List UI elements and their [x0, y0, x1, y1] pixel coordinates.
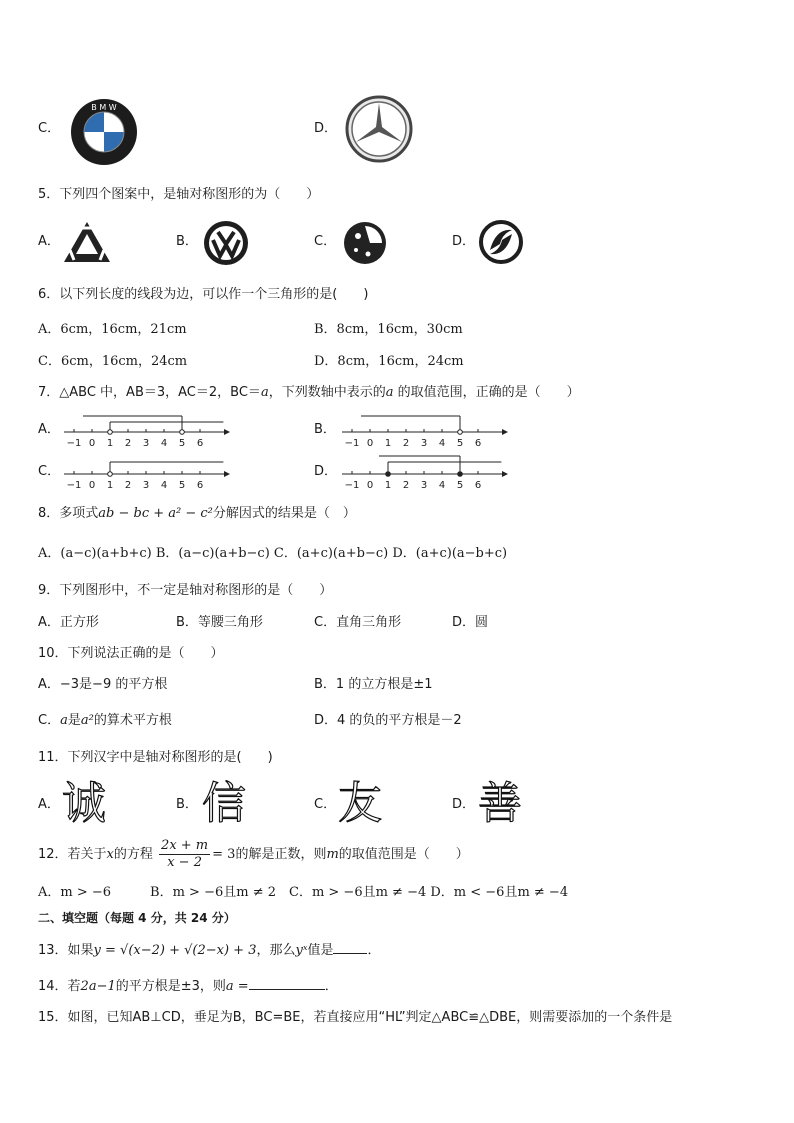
q6-option-d: D．8cm，16cm，24cm — [314, 354, 464, 369]
tick-label: 1 — [384, 438, 392, 449]
option-c-label: C． — [38, 121, 61, 136]
q9-option-b: B．等腰三角形 — [176, 615, 263, 630]
char-shan: 善 — [478, 778, 522, 829]
q13-blank[interactable] — [333, 941, 367, 954]
q8-stem: 8．多项式ab − bc + a² − c²分解因式的结果是（ ） — [38, 506, 356, 521]
q12-stem: 12．若关于x的方程 $\frac{2x + m}{x - 2}$ = 3的解是正数，则m的取值范围是（ ） — [38, 838, 469, 870]
tick-label: 2 — [402, 480, 410, 491]
axis-arrow — [224, 471, 230, 477]
q7-option-b-label: B． — [314, 422, 336, 437]
tick-label: 4 — [438, 480, 446, 491]
q9-option-c: C．直角三角形 — [314, 615, 402, 630]
number-line-b — [340, 412, 510, 452]
section-2-title: 二、填空题（每题 4 分，共 24 分） — [38, 911, 236, 925]
tick-label: 1 — [384, 480, 392, 491]
q14-blank[interactable] — [249, 977, 325, 990]
q7-option-d-label: D． — [314, 464, 338, 479]
tick-label: −1 — [66, 438, 82, 449]
q5-option-b-label: B． — [176, 234, 198, 249]
tick-label: −1 — [344, 438, 360, 449]
dongfeng-logo-icon — [478, 220, 524, 264]
q10-option-a: A．−3是−9 的平方根 — [38, 677, 168, 692]
tick-label: 3 — [420, 480, 428, 491]
open-dot — [458, 430, 463, 435]
tick-label: 5 — [456, 480, 464, 491]
q15: 15．如图，已知AB⊥CD，垂足为B，BC=BE，若直接应用“HL”判定△ABC≌△DBE，则需要添加的一个条件是 — [38, 1010, 673, 1025]
q11-option-c-label: C． — [314, 797, 337, 812]
char-you: 友 — [338, 778, 382, 829]
q10-option-c: C．a是a²的算术平方根 — [38, 713, 172, 728]
q6-option-b: B．8cm，16cm，30cm — [314, 322, 463, 337]
axis-arrow — [502, 471, 508, 477]
q12-options: A．m > −6 B．m > −6且m ≠ 2 C．m > −6且m ≠ −4 D．m < −6且m ≠ −4 — [38, 885, 569, 900]
tick-label: 4 — [160, 480, 168, 491]
tick-label: 0 — [88, 438, 96, 449]
tick-label: 5 — [178, 480, 186, 491]
bmw-logo-icon — [70, 98, 138, 166]
tick-label: 6 — [474, 480, 482, 491]
tick-label: 0 — [366, 438, 374, 449]
q9-option-d: D．圆 — [452, 615, 489, 630]
q9-stem: 9．下列图形中，不一定是轴对称图形的是（ ） — [38, 583, 333, 598]
tick-label: −1 — [344, 480, 360, 491]
q10-option-b: B．1 的立方根是±1 — [314, 677, 433, 692]
q6-option-a: A．6cm，16cm，21cm — [38, 322, 187, 337]
tick-label: 4 — [438, 438, 446, 449]
q7-stem: 7．△ABC 中，AB＝3，AC＝2，BC＝a，下列数轴中表示的a 的取值范围，正确的是（ ） — [38, 385, 580, 400]
number-line-a — [62, 412, 232, 452]
q13: 13．如果y = √(x−2) + √(2−x) + 3，那么yˣ值是 ． — [38, 943, 381, 958]
tick-label: 2 — [124, 438, 132, 449]
q6-stem: 6．以下列长度的线段为边，可以作一个三角形的是( ) — [38, 287, 369, 302]
dotted-circle-logo-icon — [342, 220, 388, 266]
tick-label: −1 — [66, 480, 82, 491]
tick-label: 6 — [196, 480, 204, 491]
closed-dot — [458, 472, 463, 477]
q5-option-d-label: D． — [452, 234, 476, 249]
tick-label: 5 — [456, 438, 464, 449]
tick-label: 4 — [160, 438, 168, 449]
q6-option-c: C．6cm，16cm，24cm — [38, 354, 188, 369]
q12-fraction: $\frac{2x + m}{x - 2}$ — [161, 838, 209, 870]
number-line-d — [340, 454, 510, 494]
open-dot — [108, 472, 113, 477]
q14: 14．若2a−1的平方根是±3，则a = ． — [38, 979, 338, 994]
q11-option-a-label: A． — [38, 797, 60, 812]
tick-label: 3 — [142, 438, 150, 449]
tick-label: 2 — [402, 438, 410, 449]
q11-option-b-label: B． — [176, 797, 198, 812]
tick-label: 6 — [474, 438, 482, 449]
recycle-triangle-icon — [62, 220, 112, 264]
tick-label: 0 — [88, 480, 96, 491]
q9-option-a: A．正方形 — [38, 615, 99, 630]
q7-option-a-label: A． — [38, 422, 60, 437]
closed-dot — [386, 472, 391, 477]
option-d-label: D． — [314, 121, 338, 136]
tick-label: 0 — [366, 480, 374, 491]
open-dot — [180, 430, 185, 435]
q10-stem: 10．下列说法正确的是（ ） — [38, 646, 224, 661]
tick-label: 2 — [124, 480, 132, 491]
tick-label: 5 — [178, 438, 186, 449]
q11-option-d-label: D． — [452, 797, 476, 812]
q5-stem: 5．下列四个图案中，是轴对称图形的为（ ） — [38, 187, 320, 202]
q11-stem: 11．下列汉字中是轴对称图形的是( ) — [38, 750, 273, 765]
tick-label: 1 — [106, 438, 114, 449]
number-line-c — [62, 454, 232, 494]
tick-label: 3 — [142, 480, 150, 491]
char-xin: 信 — [202, 778, 246, 829]
char-cheng: 诚 — [62, 778, 106, 829]
q5-option-c-label: C． — [314, 234, 337, 249]
mercedes-logo-icon — [345, 95, 413, 163]
volkswagen-logo-icon — [202, 220, 250, 266]
open-dot — [108, 430, 113, 435]
q5-option-a-label: A． — [38, 234, 60, 249]
tick-label: 6 — [196, 438, 204, 449]
axis-arrow — [502, 429, 508, 435]
tick-label: 3 — [420, 438, 428, 449]
q10-option-d: D．4 的负的平方根是－2 — [314, 713, 462, 728]
tick-label: 1 — [106, 480, 114, 491]
bmw-letters: B M W — [91, 103, 117, 112]
q8-options: A．(a−c)(a+b+c) B．(a−c)(a+b−c) C．(a+c)(a+b−c) D．(a+c)(a−b+c) — [38, 546, 508, 561]
q7-option-c-label: C． — [38, 464, 61, 479]
axis-arrow — [224, 429, 230, 435]
